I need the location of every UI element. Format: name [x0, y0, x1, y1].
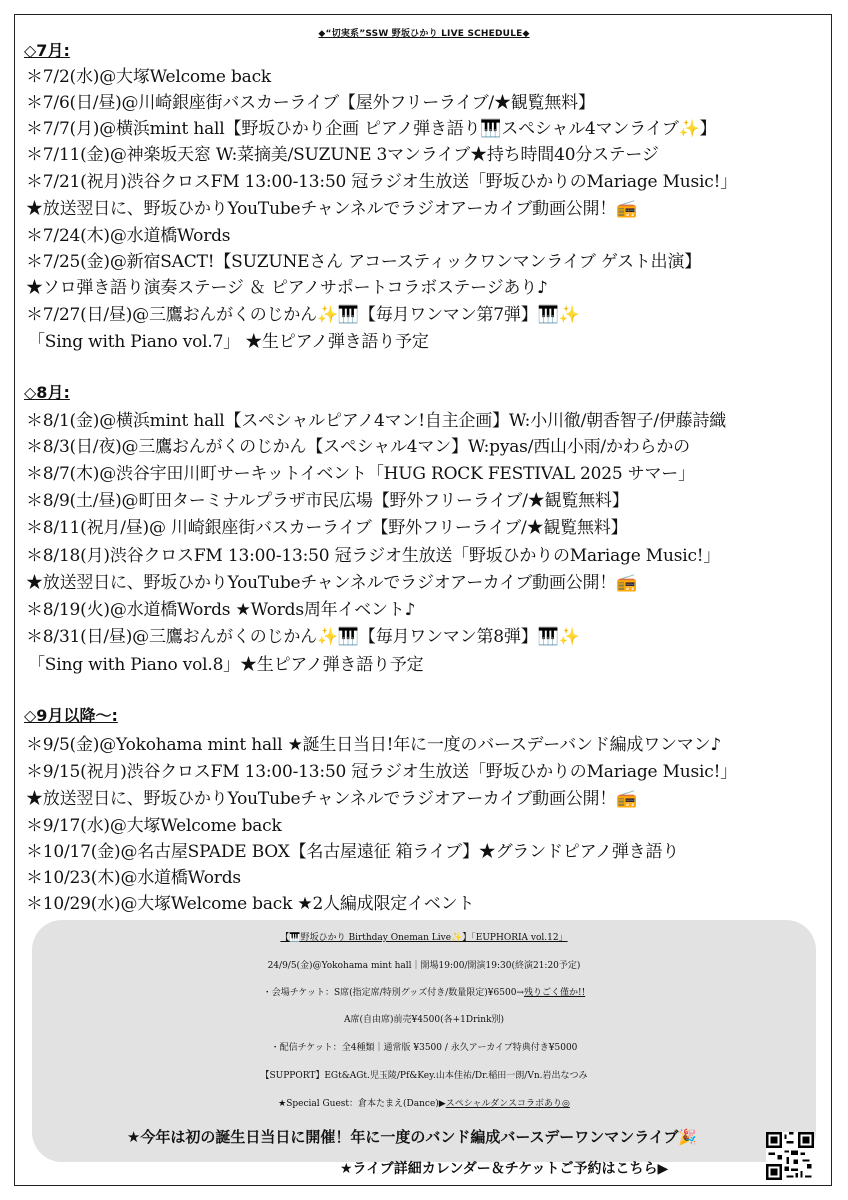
schedule-note: ★放送翌日に、野坂ひかりYouTubeチャンネルでラジオアーカイブ動画公開！📻: [26, 573, 638, 593]
schedule-line: ＊8/1(金)@横浜mint hall【スペシャルピアノ4マン!自主企画】W:小川徹/朝香智子/伊藤詩織: [26, 411, 727, 431]
birthday-live-venue: 24/9/5(金)@Yokohama mint hall｜開場19:00/開演19:30(終演21:20予定): [267, 961, 581, 971]
schedule-line: ＊9/15(祝月)渋谷クロスFM 13:00-13:50 冠ラジオ生放送「野坂ひかりのMariage Music!」: [26, 762, 738, 782]
dance-collab-notice: スペシャルダンスコラボあり◎: [445, 1099, 570, 1109]
schedule-line: ＊10/23(木)@水道橋Words: [26, 868, 241, 888]
support-members: 【SUPPORT】EGt&AGt.児玉陵/Pf&Key.山本佳祐/Dr.稲田一朗/Vn.岩出なつみ: [260, 1071, 588, 1081]
schedule-line: ＊7/27(日/昼)@三鷹おんがくのじかん✨🎹【毎月ワンマン第7弾】🎹✨: [26, 305, 580, 325]
schedule-line: ＊7/11(金)@神楽坂天窓 W:菜摘美/SUZUNE 3マンライブ★持ち時間40分ステージ: [26, 145, 659, 165]
streaming-ticket-info: ・配信チケット：全4種類｜通常版 ¥3500 / 永久アーカイブ特典付き¥5000: [270, 1043, 578, 1053]
page-title: ◆“切実系”SSW 野坂ひかり LIVE SCHEDULE◆: [318, 29, 530, 39]
section-header-july: ◇7月:: [24, 41, 70, 60]
schedule-note: ★ソロ弾き語り演奏ステージ ＆ ピアノサポートコラボステージあり♪: [26, 278, 548, 298]
schedule-line: ＊7/25(金)@新宿SACT!【SUZUNEさん アコースティックワンマンライブ ゲスト出演】: [26, 252, 702, 272]
venue-ticket-line: [32, 985, 816, 998]
schedule-line: ＊7/24(木)@水道橋Words: [26, 226, 231, 246]
schedule-note: ★放送翌日に、野坂ひかりYouTubeチャンネルでラジオアーカイブ動画公開！📻: [26, 789, 638, 809]
schedule-line: ＊9/5(金)@Yokohama mint hall ★誕生日当日!年に一度のバースデーバンド編成ワンマン♪: [26, 735, 722, 755]
schedule-note: ★放送翌日に、野坂ひかりYouTubeチャンネルでラジオアーカイブ動画公開！📻: [26, 199, 638, 219]
schedule-note: 「Sing with Piano vol.7」 ★生ピアノ弾き語り予定: [28, 332, 429, 352]
schedule-line: ＊8/31(日/昼)@三鷹おんがくのじかん✨🎹【毎月ワンマン第8弾】🎹✨: [26, 627, 580, 647]
schedule-line: ＊7/7(月)@横浜mint hall【野坂ひかり企画 ピアノ弾き語り🎹スペシャル4マンライブ✨】: [26, 119, 717, 139]
schedule-line: ＊10/17(金)@名古屋SPADE BOX【名古屋遠征 箱ライブ】★グランドピアノ弾き語り: [26, 842, 680, 862]
schedule-line: ＊8/3(日/夜)@三鷹おんがくのじかん【スペシャル4マン】W:pyas/西山小雨/かわらかの: [26, 437, 690, 457]
schedule-line: ＊8/18(月)渋谷クロスFM 13:00-13:50 冠ラジオ生放送「野坂ひかりのMariage Music!」: [26, 546, 721, 566]
schedule-line: ＊8/11(祝月/昼)@ 川崎銀座街バスカーライブ【野外フリーライブ/★観覧無料】: [26, 518, 628, 538]
venue-ticket-info: ・会場チケット：S席(指定席/特別グッズ付き/数量限定)¥6500→: [262, 988, 524, 998]
schedule-line: ＊8/9(土/昼)@町田ターミナルプラザ市民広場【野外フリーライブ/★観覧無料】: [26, 491, 629, 511]
schedule-line: ＊9/17(水)@大塚Welcome back: [26, 816, 282, 836]
sold-out-soon-notice: 残りごく僅か!!: [523, 988, 586, 998]
schedule-line: ＊8/7(木)@渋谷宇田川町サーキットイベント「HUG ROCK FESTIVAL 2025 サマー」: [26, 464, 695, 484]
ticket-link-text[interactable]: ★ライブ詳細カレンダー＆チケットご予約はこちら▶: [340, 1161, 669, 1177]
schedule-line: ＊7/6(日/昼)@川崎銀座街バスカーライブ【屋外フリーライブ/★観覧無料】: [26, 93, 595, 113]
schedule-line: ＊10/29(水)@大塚Welcome back ★2人編成限定イベント: [26, 894, 475, 914]
special-guest-info: ★Special Guest：倉本たまえ(Dance)▶: [278, 1099, 446, 1109]
section-header-september: ◇9月以降〜:: [24, 706, 118, 725]
qr-code-icon[interactable]: [766, 1132, 814, 1180]
birthday-highlight: ★今年は初の誕生日当日に開催！年に一度のバンド編成バースデーワンマンライブ🎉: [126, 1128, 698, 1146]
special-guest-line: [32, 1096, 816, 1109]
schedule-line: ＊7/21(祝月)渋谷クロスFM 13:00-13:50 冠ラジオ生放送「野坂ひかりのMariage Music!」: [26, 172, 738, 192]
section-header-august: ◇8月:: [24, 383, 70, 402]
schedule-line: ＊7/2(水)@大塚Welcome back: [26, 67, 271, 87]
schedule-line: ＊8/19(火)@水道橋Words ★Words周年イベント♪: [26, 600, 416, 620]
schedule-note: 「Sing with Piano vol.8」★生ピアノ弾き語り予定: [28, 655, 424, 675]
a-seat-info: A席(自由席)前売¥4500(各+1Drink別): [343, 1015, 505, 1025]
birthday-live-title: 【🎹野坂ひかり Birthday Oneman Live✨】「EUPHORIA vol.12」: [280, 933, 568, 943]
